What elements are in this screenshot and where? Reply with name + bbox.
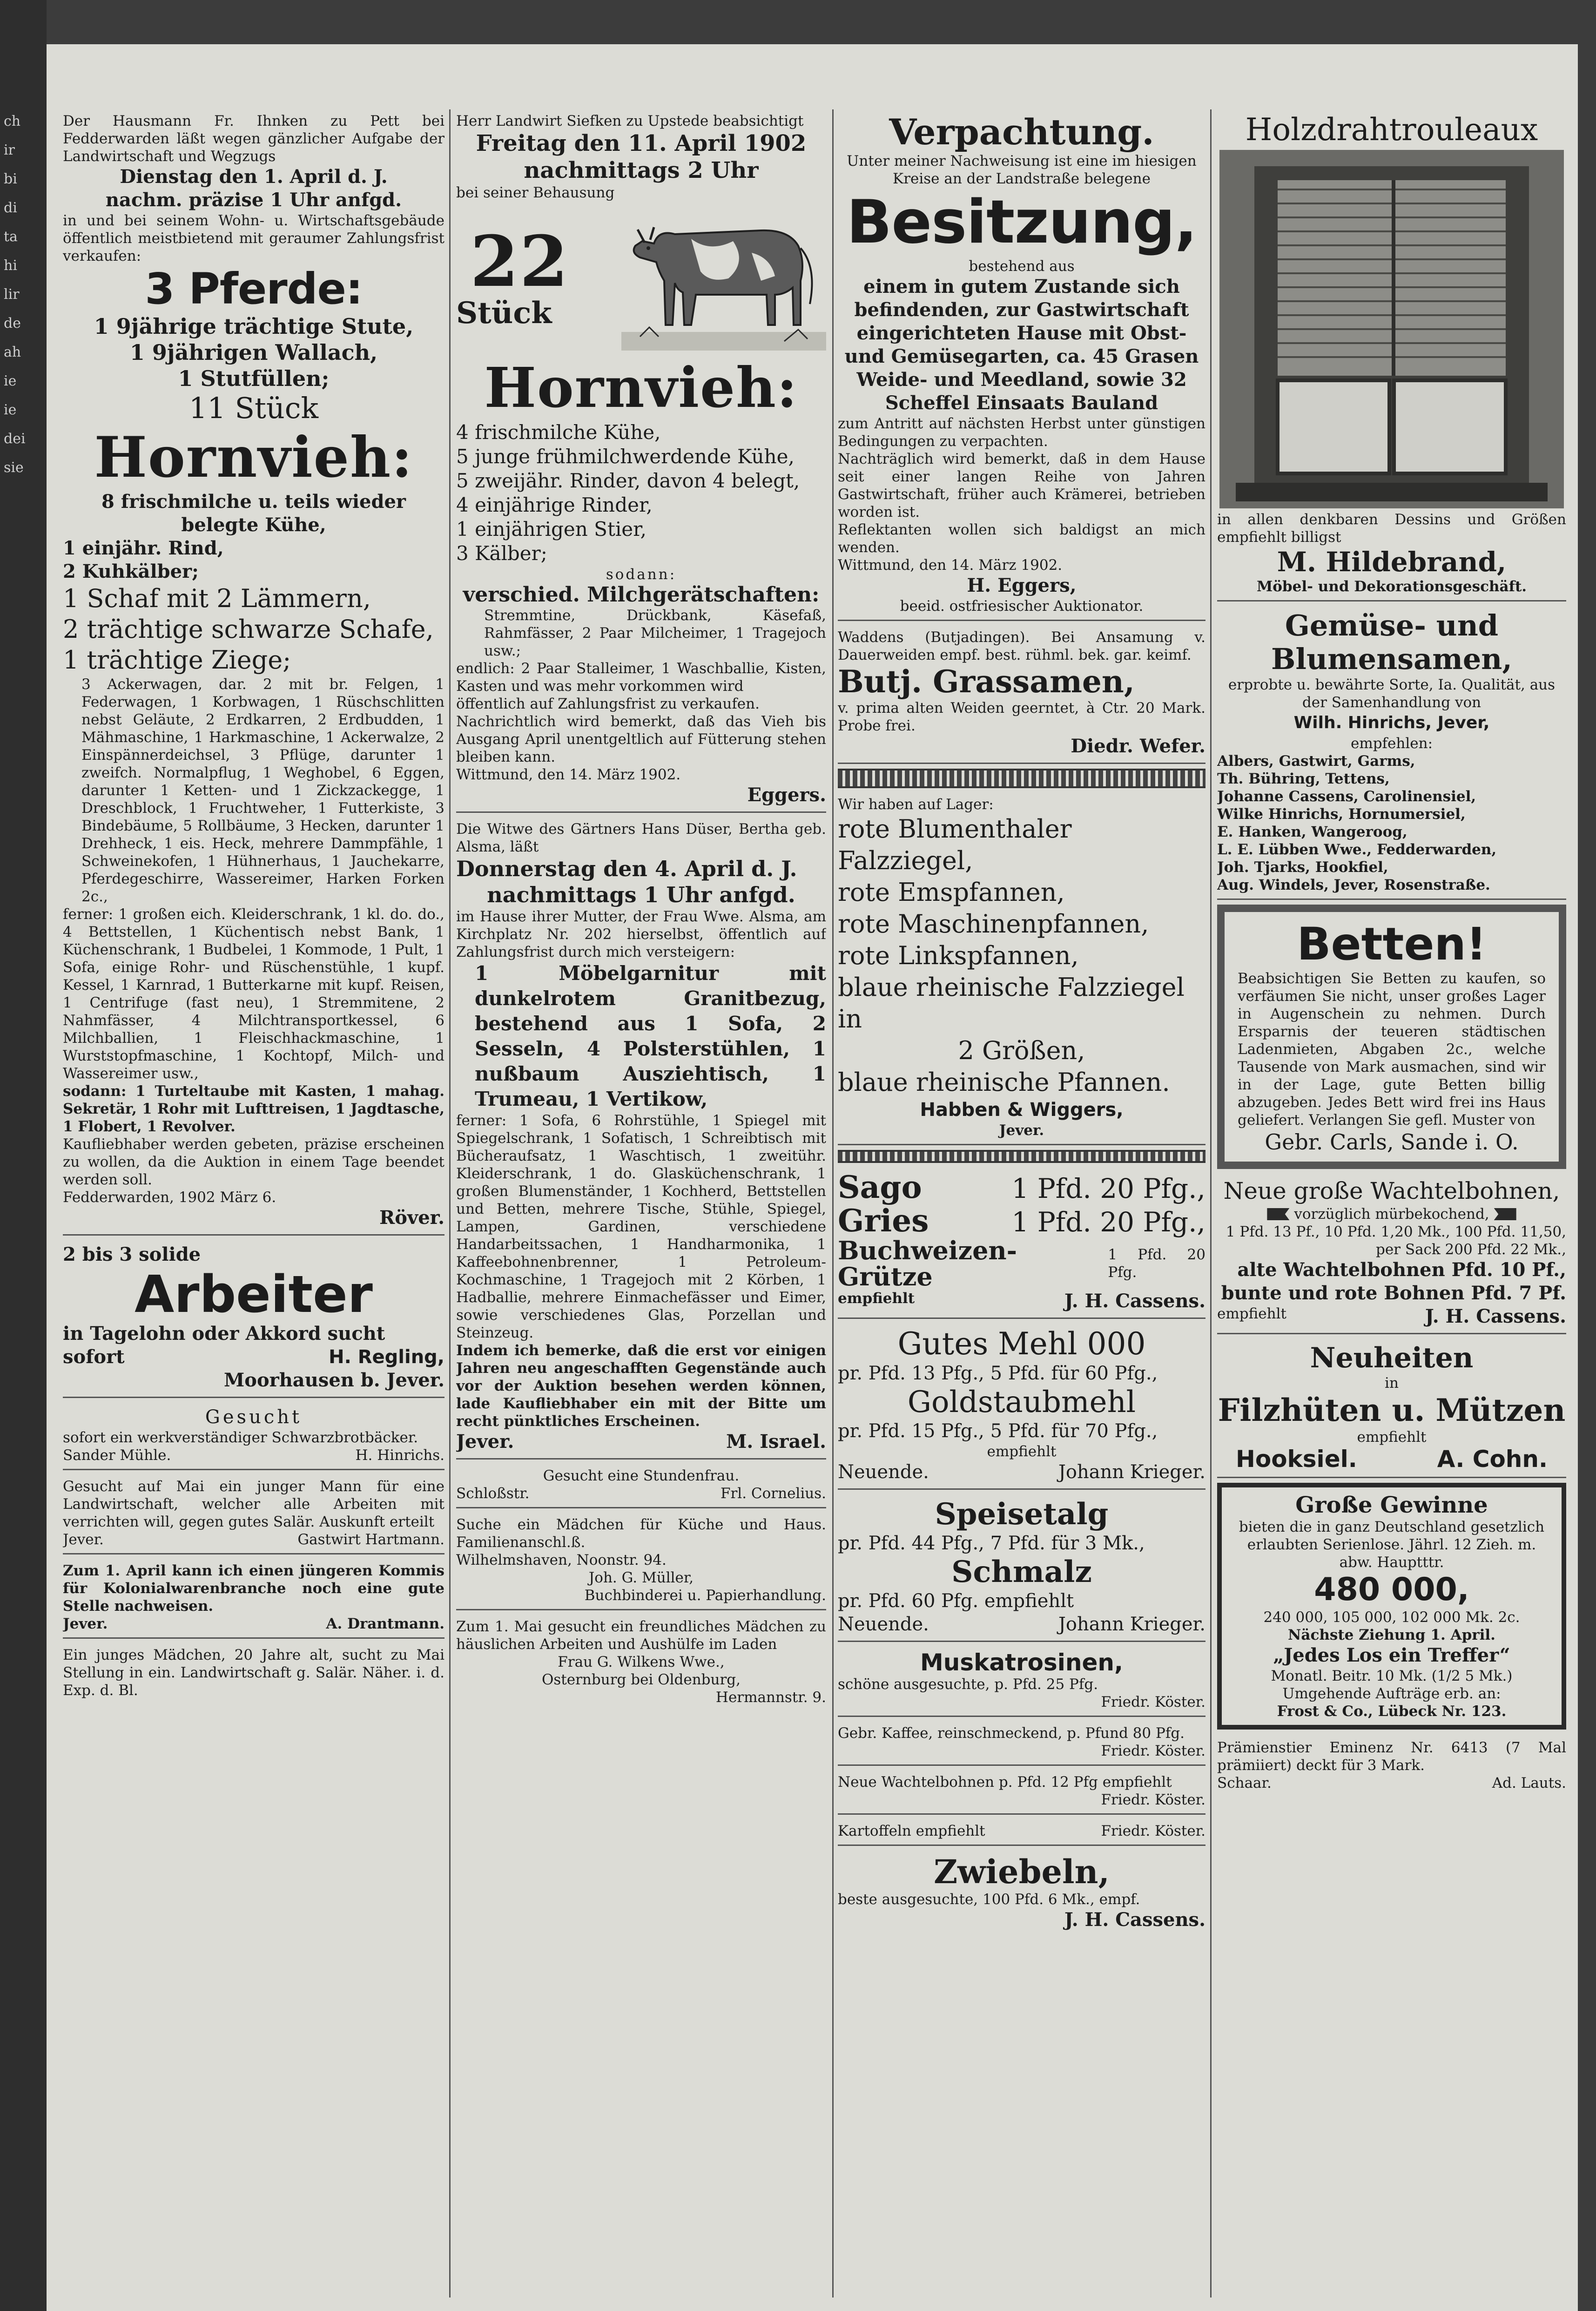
list-item: rote Linkspfannen,	[838, 941, 1079, 970]
onions-ad	[838, 1851, 1205, 1936]
clerk-position-ad	[63, 1559, 444, 1639]
ad-text: zum Antritt auf nächsten Herbst unter günstigen Bedingungen zu verpachten.	[838, 415, 1205, 450]
place-date: Wittmund, den 14. März 1902.	[838, 557, 1063, 574]
list-item: Th. Bühring, Tettens,	[1217, 770, 1390, 787]
gutter-fragment: sie	[4, 459, 24, 476]
column-4	[1217, 109, 1566, 2297]
price-2: pr. Pfd. 15 Pfg., 5 Pfd. für 70 Pfg.,	[838, 1420, 1158, 1442]
ad-headline-2: Schmalz	[951, 1554, 1092, 1589]
ad-headline: Muskatrosinen,	[920, 1649, 1123, 1676]
newspaper-page	[47, 44, 1578, 2311]
baker-wanted-ad	[63, 1403, 444, 1470]
ad-headline: Verpachtung.	[889, 111, 1154, 153]
ad-time: nachmittags 2 Uhr	[524, 157, 759, 183]
price: v. prima alten Weiden geerntet, à Ctr. 20 Mark. Probe frei.	[838, 700, 1205, 734]
list-item: 4 einjährige Rinder,	[456, 493, 653, 516]
ad-text: im Hause ihrer Mutter, der Frau Wwe. Alsma, am Kirchplatz Nr. 202 hierselbst, öffentlich auf Zahlungsfrist durch mich versteigern:	[456, 908, 826, 960]
auction-ad-siefken	[456, 109, 826, 813]
gutter-fragment: di	[4, 200, 17, 216]
ad-headline: Betten!	[1297, 918, 1487, 970]
price-2: pr. Pfd. 60 Pfg. empfiehlt	[838, 1590, 1074, 1612]
signature: J. H. Cassens.	[1064, 1909, 1205, 1931]
gutter-fragment: ah	[4, 344, 21, 360]
signature: A. Drantmann.	[326, 1615, 444, 1632]
ad-text: in allen denkbaren Dessins und Größen empfiehlt billigst	[1217, 511, 1566, 546]
cattle-list	[63, 490, 444, 583]
groceries-ad	[838, 1168, 1205, 1319]
signature: M. Hildebrand,	[1277, 546, 1507, 578]
hats-ad	[1217, 1339, 1566, 1478]
ad-big-headline: Besitzung,	[846, 188, 1197, 257]
signature: Friedr. Köster.	[1101, 1694, 1205, 1710]
town: Osternburg bei Oldenburg,	[541, 1671, 741, 1688]
property-description: einem in gutem Zustande sich befindenden, zur Gastwirtschaft eingerichteten Hause mit Obst- und Gemüsegarten, ca. 45 Grasen Weide- und Meedland, sowie 32 Scheffel Einsaats Bauland	[844, 276, 1199, 414]
girl-seeks-position-ad	[63, 1643, 444, 1704]
ad-time: nachm. präzise 1 Uhr anfgd.	[105, 189, 402, 211]
gutter-fragment: ch	[4, 113, 21, 129]
shop-girl-wanted-ad	[456, 1615, 826, 1711]
street: Hermannstr. 9.	[715, 1689, 826, 1706]
price-line: bunte und rote Bohnen Pfd. 7 Pf.	[1221, 1282, 1566, 1304]
ad-sub: bestehend aus	[969, 258, 1075, 275]
signature: Röver.	[379, 1207, 444, 1229]
ad-text: sofort ein werkverständiger Schwarzbrotbäcker.	[63, 1429, 418, 1446]
raisins-ad	[838, 1647, 1205, 1717]
signature: Ad. Lauts.	[1492, 1775, 1566, 1791]
tallow-ad	[838, 1494, 1205, 1642]
ad-text: Gesucht eine Stundenfrau.	[543, 1467, 740, 1484]
signature: Gebr. Carls, Sande i. O.	[1265, 1129, 1519, 1155]
price: pr. Pfd. 44 Pfg., 7 Pfd. für 3 Mk.,	[838, 1533, 1145, 1554]
ad-text: Ein junges Mädchen, 20 Jahre alt, sucht zu Mai Stellung in ein. Landwirtschaft g. Salär. Näher. i. d. Exp. d. Bl.	[63, 1647, 444, 1699]
ad-text: Kartoffeln empfiehlt	[838, 1823, 985, 1839]
ad-text: erprobte u. bewährte Sorte, Ia. Qualität, aus der Samenhandlung von	[1228, 676, 1556, 711]
column-2	[456, 109, 826, 2297]
dealer-list	[1217, 752, 1566, 894]
list-item: blaue rheinische Pfannen.	[838, 1068, 1170, 1097]
adjacent-page-gutter	[0, 0, 47, 2311]
horse-list	[63, 313, 444, 392]
potatoes-ad	[838, 1819, 1205, 1846]
product-price: 1 Pfd. 20 Pfg.,	[1011, 1173, 1205, 1204]
ad-text: Neue Wachtelbohnen p. Pfd. 12 Pfg empfiehlt	[838, 1774, 1172, 1791]
list-item: Johanne Cassens, Carolinensiel,	[1217, 788, 1476, 805]
town: Jever.	[999, 1122, 1044, 1139]
ad-note: Nachträglich wird bemerkt, daß in dem Hause seit einer langen Reihe von Jahren Gastwirtschaft, früher auch Krämerei, betrieben worden ist.	[838, 451, 1205, 520]
signature: Gastwirt Hartmann.	[297, 1531, 444, 1548]
address: Wilhelmshaven, Noonstr. 94.	[456, 1552, 667, 1568]
signature: Habben & Wiggers,	[920, 1099, 1124, 1121]
ad-public: öffentlich auf Zahlungsfrist zu verkaufen.	[456, 696, 760, 712]
list-item: 1 Schaf mit 2 Lämmern,	[63, 584, 371, 613]
list-item: Wilke Hinrichs, Hornumersiel,	[1217, 806, 1466, 823]
place: Jever.	[456, 1431, 514, 1453]
gutter-fragment: ie	[4, 373, 17, 389]
column-3	[838, 109, 1205, 2297]
ad-intro-2: in und bei seinem Wohn- u. Wirtschaftsgebäude öffentlich meistbietend mit geraumer Zahlungsfrist verkaufen:	[63, 212, 444, 264]
list-item: Albers, Gastwirt, Garms,	[1217, 753, 1415, 770]
ad-intro: Wir haben auf Lager:	[838, 796, 994, 813]
ad-headline-horses: 3 Pferde:	[145, 264, 363, 314]
list-item: 1 einjährigen Stier,	[456, 518, 646, 541]
ad-headline: Zwiebeln,	[934, 1852, 1110, 1891]
ad-headline: Neue große Wachtelbohnen,	[1223, 1177, 1560, 1204]
list-item: L. E. Lübben Wwe., Fedderwarden,	[1217, 841, 1497, 858]
signature: H. Hinrichs.	[355, 1447, 444, 1464]
signature: Johann Krieger.	[1058, 1614, 1205, 1635]
ad-line: sofort	[63, 1346, 125, 1368]
list-item: 1 Stutfüllen;	[178, 366, 330, 391]
column-rule	[832, 109, 834, 2297]
lottery-ad	[1217, 1483, 1566, 1730]
ad-headline: Butj. Grassamen,	[838, 663, 1135, 700]
prize-list: 240 000, 105 000, 102 000 Mk. 2c.	[1263, 1609, 1520, 1626]
signature: M. Israel.	[726, 1431, 826, 1453]
product-name: Sago	[838, 1169, 922, 1205]
gutter-fragment: ir	[4, 142, 15, 158]
decorative-border	[838, 769, 1205, 788]
gutter-fragment: de	[4, 315, 21, 331]
list-item: 8 frischmilche u. teils wieder belegte Kühe,	[101, 491, 406, 536]
auction-ad-dueser	[456, 818, 826, 1460]
ad-line: in Tagelohn oder Akkord sucht	[63, 1323, 385, 1345]
ad-line: 2 bis 3 solide	[63, 1243, 201, 1265]
place: Schloßstr.	[456, 1485, 530, 1502]
ribbon-left-icon	[1267, 1208, 1289, 1220]
list-item: 5 junge frühmilchwerdende Kühe,	[456, 445, 795, 468]
place: Schaar.	[1217, 1775, 1272, 1791]
signature: A. Cohn.	[1437, 1446, 1548, 1473]
ad-time: nachmittags 1 Uhr anfgd.	[487, 882, 795, 907]
place: Sander Mühle.	[63, 1447, 171, 1464]
grass-seed-ad	[838, 626, 1205, 764]
place: Jever.	[63, 1615, 108, 1632]
ad-headline: Speisetalg	[935, 1497, 1109, 1532]
ad-headline: Hornvieh:	[484, 355, 798, 420]
ad-emp: empfiehlt	[987, 1443, 1057, 1460]
gutter-fragment: ta	[4, 229, 18, 245]
gutter-fragment: dei	[4, 431, 26, 447]
ad-text: schöne ausgesuchte, p. Pfd. 25 Pfg.	[838, 1676, 1098, 1693]
column-rule	[1210, 109, 1212, 2297]
signature: Johann Krieger.	[1058, 1461, 1205, 1483]
jackpot: 480 000,	[1314, 1571, 1469, 1608]
signature: Diedr. Wefer.	[1071, 735, 1205, 757]
signature-title: beeid. ostfriesischer Auktionator.	[900, 598, 1144, 615]
place-date: Fedderwarden, 1902 März 6.	[63, 1189, 276, 1206]
ad-closing: Kaufliebhaber werden gebeten, präzise erscheinen zu wollen, da die Auktion in einem Tage beendet werden soll.	[63, 1136, 444, 1188]
column-rule	[449, 109, 451, 2297]
signature: H. Eggers,	[967, 574, 1077, 596]
ad-place: bei seiner Behausung	[456, 184, 615, 201]
ad-text: Gesucht auf Mai ein junger Mann für eine Landwirtschaft, welcher alle Arbeiten mit verrichten will, gegen gutes Salär. Auskunft erteilt	[63, 1478, 444, 1530]
list-item: blaue rheinische Falzziegel in	[838, 973, 1185, 1034]
ad-text: beste ausgesuchte, 100 Pfd. 6 Mk., empf.	[838, 1891, 1140, 1908]
list-item: rote Blumenthaler Falzziegel,	[838, 814, 1072, 875]
seeds-ad	[1217, 606, 1566, 900]
ad-headline: Große Gewinne	[1295, 1492, 1488, 1518]
trade: Buchbinderei u. Papierhandlung.	[584, 1587, 826, 1604]
ad-text: Gebr. Kaffee, reinschmeckend, p. Pfund 80 Pfg.	[838, 1725, 1185, 1742]
ad-headline: Gutes Mehl 000	[897, 1326, 1146, 1362]
ad-text: bieten die in ganz Deutschland gesetzlich erlaubten Serienlose. Jährl. 12 Zieh. m. abw. Hauptttr.	[1239, 1519, 1545, 1571]
place: Neuende.	[838, 1461, 929, 1483]
signature: Friedr. Köster.	[1101, 1823, 1205, 1839]
firm: Frost & Co., Lübeck Nr. 123.	[1277, 1703, 1507, 1720]
ad-note-2: Reflektanten wollen sich baldigst an mich wenden.	[838, 521, 1205, 556]
gutter-fragment: lir	[4, 286, 20, 303]
gutter-fragment: hi	[4, 257, 17, 274]
list-item: 2 Größen,	[958, 1036, 1085, 1065]
ad-text: Zum 1. April kann ich einen jüngeren Kommis für Kolonialwarenbranche noch eine gute Stelle nachweisen.	[63, 1562, 444, 1615]
other-items: endlich: 2 Paar Stalleimer, 1 Waschballie, Kisten, Kasten und was mehr vorkommen wird	[456, 660, 826, 695]
ad-headline-cattle: Hornvieh:	[94, 425, 413, 490]
ad-unit: Stück	[456, 296, 552, 331]
supplier: Wilh. Hinrichs, Jever,	[1293, 713, 1490, 732]
next-drawing: Nächste Ziehung 1. April.	[1288, 1627, 1495, 1643]
cleaner-wanted-ad	[456, 1464, 826, 1508]
list-item: 1 einjähr. Rind,	[63, 537, 224, 559]
signature: J. H. Cassens.	[1425, 1305, 1566, 1327]
place: Jever.	[63, 1531, 104, 1548]
gutter-fragment: bi	[4, 171, 17, 187]
cattle-list	[456, 420, 826, 566]
signature: Friedr. Köster.	[1101, 1743, 1205, 1759]
beans-ad	[838, 1770, 1205, 1815]
orders: Umgehende Aufträge erb. an:	[1282, 1685, 1501, 1702]
misc-list: sodann: 1 Turteltaube mit Kasten, 1 mahag. Sekretär, 1 Rohr mit Lufttreisen, 1 Jagdtasche, 1 Flobert, 1 Revolver.	[63, 1083, 444, 1135]
ad-intro: Herr Landwirt Siefken zu Upstede beabsichtigt	[456, 113, 804, 129]
ad-headline: Holzdrahtrouleaux	[1245, 112, 1538, 148]
maid-wanted-ad	[456, 1513, 826, 1610]
farmhand-wanted-ad	[63, 1475, 444, 1554]
auction-ad-ihnken	[63, 109, 444, 1236]
ad-emp: empfiehlt	[1217, 1305, 1286, 1322]
window-blind-illustration	[1217, 148, 1566, 511]
ad-headline: Gemüse- und	[1285, 608, 1499, 642]
ad-emp: empfiehlt	[1357, 1429, 1427, 1446]
list-item: 3 Kälber;	[456, 542, 547, 565]
ad-intro: Der Hausmann Fr. Ihnken zu Pett bei Fedderwarden läßt wegen gänzlicher Aufgabe der Landwirtschaft und Wegzugs	[63, 113, 444, 165]
advertiser-name: H. Regling,	[329, 1346, 444, 1368]
wax-beans-ad	[1217, 1174, 1566, 1334]
tools-list: 3 Ackerwagen, dar. 2 mit br. Felgen, 1 Federwagen, 1 Korbwagen, 1 Rüschschlitten nebst Geläute, 2 Erdkarren, 2 Erdbudden, 1 Mähmaschine, 1 Harkmaschine, 1 Ackerwalze, 2 Einspännerdeichsel, 3 Pflüge, darunter 1 zweifch. Normalpflug, 1 Weghobel, 6 Eggen, darunter 1 Ketten- und 1 Zickzackegge, 1 Dreschblock, 1 Fruchtweher, 1 Futterkiste, 3 Bindebäume, 5 Rollbäume, 3 Hecken, darunter 1 Drehheck, 1 eis. Heck, mehrere Dammpfähle, 1 Schweinekofen, 1 Hühnerhaus, 1 Jauchekarre, Pferdegeschirre, Wassereimer, Harken Forken 2c.,	[81, 676, 444, 905]
list-item: E. Hanken, Wangeroog,	[1217, 824, 1407, 840]
product-price: 1 Pfd. 20 Pfg.	[1108, 1246, 1205, 1281]
ad-date: Freitag den 11. April 1902	[476, 130, 807, 156]
ad-text: Prämienstier Eminenz Nr. 6413 (7 Mal prämiiert) deckt für 3 Mark.	[1217, 1739, 1566, 1774]
ad-number: 22	[470, 221, 569, 303]
signature: Eggers.	[747, 784, 826, 806]
ad-headline: Arbeiter	[135, 1264, 373, 1324]
signature: J. H. Cassens.	[1064, 1290, 1205, 1312]
price-list: 1 Pfd. 13 Pf., 10 Pfd. 1,20 Mk., 100 Pfd. 11,50, per Sack 200 Pfd. 22 Mk.,	[1226, 1223, 1566, 1258]
ad-text: Suche ein Mädchen für Küche und Haus. Familienanschl.ß.	[456, 1516, 826, 1551]
product-name: Gries	[838, 1203, 929, 1239]
list-item: rote Maschinenpfannen,	[838, 909, 1149, 939]
ad-headline-2: Blumensamen,	[1271, 642, 1512, 676]
ad-subheadline: verschied. Milchgerätschaften:	[463, 583, 820, 607]
list-item: rote Emspfannen,	[838, 878, 1065, 907]
signature: Joh. G. Müller,	[588, 1569, 694, 1586]
ad-text: Beabsichtigen Sie Betten zu kaufen, so verfäumen Sie nicht, unser großes Lager in Augenschein zu nehmen. Durch Ersparnis der teueren städtischen Ladenmieten, Abgaben 2c., welche Tausende von Mark ausmachen, sind wir in der Lage, gute Betten billig abzugeben. Jedes Bett wird frei ins Haus geliefert. Verlangen Sie gefl. Muster von	[1238, 970, 1546, 1128]
list-item: 2 trächtige schwarze Schafe,	[63, 615, 434, 644]
ad-count: 11 Stück	[189, 391, 319, 425]
flour-ad	[838, 1324, 1205, 1490]
ad-emp: empfiehlt	[838, 1290, 915, 1307]
ad-text: Waddens (Butjadingen). Bei Ansamung v. Dauerweiden empf. best. rühml. bek. gar. keimf.	[838, 629, 1205, 663]
ad-closing: Indem ich bemerke, daß die erst vor einigen Jahren neu angeschafften Gegenstände auch vor der Auktion besehen werden können, lade Kaufliebhaber ein mit der Bitte um recht pünktliches Erscheinen.	[456, 1342, 826, 1430]
ribbon-right-icon	[1494, 1208, 1516, 1220]
ad-date: Dienstag den 1. April d. J.	[120, 166, 388, 188]
adjacent-page-text	[4, 107, 36, 482]
advertiser-address: Moorhausen b. Jever.	[224, 1369, 444, 1391]
signature: Frau G. Wilkens Wwe.,	[558, 1654, 725, 1670]
cow-illustration	[621, 202, 826, 355]
sheep-list	[63, 583, 444, 676]
signature: Frl. Cornelius.	[720, 1485, 826, 1502]
list-item: 2 Kuhkälber;	[63, 561, 199, 582]
signature: Friedr. Köster.	[1101, 1791, 1205, 1808]
place-date: Wittmund, den 14. März 1902.	[456, 766, 681, 783]
beds-ad	[1217, 905, 1566, 1169]
coffee-ad	[838, 1722, 1205, 1766]
product-price: 1 Pfd. 20 Pfg.,	[1011, 1206, 1205, 1238]
workers-wanted-ad	[63, 1240, 444, 1398]
list-item: Joh. Tjarks, Hookfiel,	[1217, 859, 1388, 876]
furniture-list: ferner: 1 großen eich. Kleiderschrank, 1 kl. do. do., 4 Bettstellen, 1 Küchentisch nebst Bank, 1 Küchenschrank, 1 Budbelei, 1 Kommode, 1 Pult, 1 Sofa, einige Rohr- und Rüschenstühle, 1 kupf. Kessel, 1 Karnrad, 1 Butterkarne mit kupf. Reisen, 1 Centrifuge (fast neu), 1 Stremmitene, 2 Nahmfässer, 4 Milchtransportkessel, 6 Milchballien, 1 Fleischhackmaschine, 1 Wurststopfmaschine, 1 Kochtopf, Milch- und Wassereimer usw.,	[63, 906, 444, 1082]
place: Neuende.	[838, 1614, 929, 1635]
bull-ad	[1217, 1736, 1566, 1797]
trade: Möbel- und Dekorationsgeschäft.	[1256, 578, 1527, 595]
list-item: 1 9jährige trächtige Stute,	[94, 314, 414, 339]
column-1	[63, 109, 444, 2297]
price-line: alte Wachtelbohnen Pfd. 10 Pf.,	[1237, 1259, 1566, 1281]
decorative-border	[838, 1150, 1205, 1163]
place: Hooksiel.	[1236, 1446, 1357, 1473]
slogan: „Jedes Los ein Treffer“	[1273, 1644, 1510, 1666]
ad-headline-2: Goldstaubmehl	[907, 1385, 1136, 1419]
list-item: 1 trächtige Ziege;	[63, 645, 291, 675]
monthly-fee: Monatl. Beitr. 10 Mk. (1/2 5 Mk.)	[1271, 1668, 1513, 1684]
product-name: Buchweizen-Grütze	[838, 1236, 1017, 1291]
lease-ad	[838, 109, 1205, 621]
blinds-ad	[1217, 109, 1566, 601]
ad-text: Zum 1. Mai gesucht ein freundliches Mädchen zu häuslichen Arbeiten und Aushülfe im Laden	[456, 1618, 826, 1653]
ad-intro: Die Witwe des Gärtners Hans Düser, Bertha geb. Alsma, läßt	[456, 821, 826, 855]
ad-intro: Unter meiner Nachweisung ist eine im hiesigen Kreise an der Landstraße belegene	[847, 153, 1197, 187]
ad-headline-2: Filzhüten u. Mützen	[1218, 1392, 1566, 1428]
other-items: ferner: 1 Sofa, 6 Rohrstühle, 1 Spiegel mit Spiegelschrank, 1 Sofatisch, 1 Schreibtisch mit Bücheraufsatz, 1 Waschtisch, 1 zweitühr. Kleiderschrank, 1 do. Glasküchenschrank, 1 großen Blumenständer, 1 Kochherd, Bettstellen und Betten, mehrere Tische, Stühle, Spiegel, Lampen, Gardinen, verschiedene Handarbeitssachen, 1 Handharmonika, 1 Kaffeebohnenbrenner, 1 Petroleum-Kochmaschine, 1 Tragejoch mit 2 Körben, 1 Hadballie, mehrere Einmachefässer und Eimer, sowie verschiedenes Glas, Porzellan und Steinzeug.	[456, 1112, 826, 1341]
dairy-items: Stremmtine, Drückbank, Käsefaß, Rahmfässer, 2 Paar Milcheimer, 1 Tragejoch usw.;	[484, 607, 826, 659]
ad-note: Nachrichtlich wird bemerkt, daß das Vieh bis Ausgang April unentgeltlich auf Fütterung stehen bleiben kann.	[456, 713, 826, 765]
roof-tiles-ad	[838, 793, 1205, 1145]
price: pr. Pfd. 13 Pfg., 5 Pfd. für 60 Pfg.,	[838, 1363, 1158, 1384]
list-item: Aug. Windels, Jever, Rosenstraße.	[1217, 877, 1490, 893]
ad-sodann: sodann:	[606, 566, 677, 583]
gutter-fragment: ie	[4, 402, 17, 418]
list-item: 5 zweijähr. Rinder, davon 4 belegt,	[456, 469, 800, 492]
furniture-list: 1 Möbelgarnitur mit dunkelrotem Granitbezug, bestehend aus 1 Sofa, 2 Sesseln, 4 Polsterstühlen, 1 nußbaum Ausziehtisch, 1 Trumeau, 1 Vertikow,	[475, 962, 826, 1110]
ad-headline: Neuheiten	[1310, 1342, 1474, 1374]
ad-title: Gesucht	[205, 1406, 303, 1428]
list-item: 1 9jährigen Wallach,	[129, 340, 378, 365]
ad-date: Donnerstag den 4. April d. J.	[456, 856, 797, 881]
list-item: 4 frischmilche Kühe,	[456, 421, 661, 444]
ad-in: in	[1385, 1375, 1399, 1392]
ad-emp: empfehlen:	[1350, 735, 1433, 752]
ad-sub: vorzüglich mürbekochend,	[1294, 1206, 1489, 1223]
